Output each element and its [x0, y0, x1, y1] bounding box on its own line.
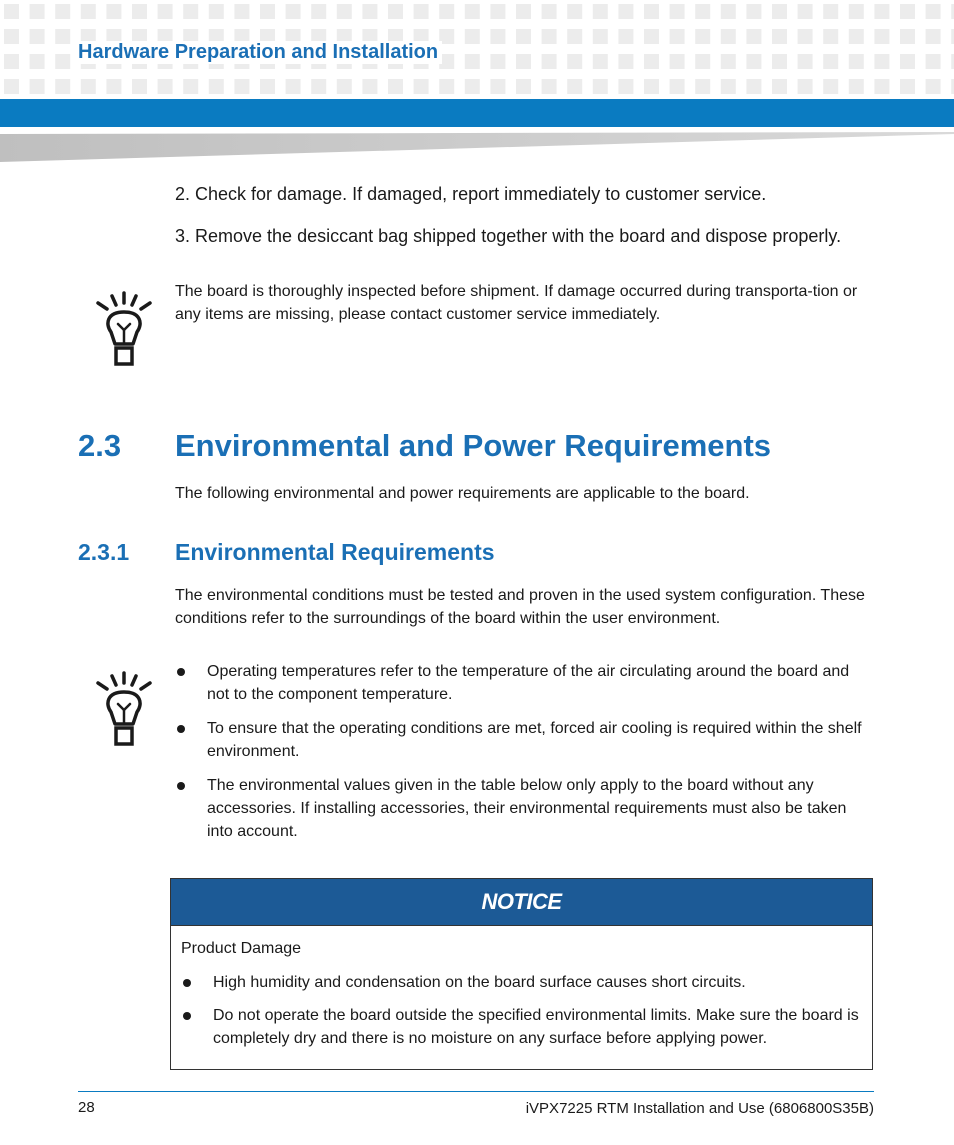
environment-notes-list: [175, 660, 865, 854]
section-title: Environmental and Power Requirements: [175, 428, 772, 463]
bullet-icon: [183, 1012, 191, 1020]
list-item: [175, 660, 865, 706]
subsection-heading: [78, 539, 495, 566]
lightbulb-icon: [94, 290, 154, 370]
header-gray-wedge: [0, 128, 954, 164]
footer-divider: [78, 1091, 874, 1092]
bullet-icon: [177, 668, 185, 676]
list-item-text: The environmental values given in the table below only apply to the board without any accessories. If installing accessories, their environmental requirements must also be taken into account.: [207, 777, 847, 840]
note-inspection-text: The board is thoroughly inspected before shipment. If damage occurred during transporta-tion or any items are missing, please contact customer service immediately.: [175, 283, 858, 323]
step-3: 3. Remove the desiccant bag shipped together with the board and dispose properly.: [175, 226, 842, 246]
list-item-text: To ensure that the operating conditions are met, forced air cooling is required within the shelf environment.: [207, 720, 862, 760]
page-number: 28: [78, 1099, 95, 1116]
list-item-text: Do not operate the board outside the specified environmental limits. Make sure the board is completely dry and there is no moisture on any surface before applying power.: [213, 1007, 859, 1047]
list-item: [175, 774, 865, 843]
step-2: 2. Check for damage. If damaged, report immediately to customer service.: [175, 184, 767, 204]
header-section-title: Hardware Preparation and Installation: [78, 41, 442, 64]
section-heading: [78, 428, 771, 464]
notice-box: [170, 878, 873, 1070]
list-item: [181, 971, 871, 994]
notice-body: [181, 937, 871, 1060]
notice-label: NOTICE: [481, 889, 562, 914]
list-item-text: High humidity and condensation on the board surface causes short circuits.: [213, 974, 746, 991]
document-title: iVPX7225 RTM Installation and Use (6806800S35B): [525, 1100, 874, 1117]
section-intro: The following environmental and power requirements are applicable to the board.: [175, 485, 750, 502]
notice-subtitle: Product Damage: [181, 940, 302, 957]
bullet-icon: [177, 782, 185, 790]
bullet-icon: [183, 979, 191, 987]
list-item: [181, 1004, 871, 1050]
section-number: 2.3: [78, 428, 122, 463]
notice-list: [181, 971, 871, 1050]
notice-header: [171, 879, 872, 926]
list-item: [175, 717, 865, 763]
subsection-number: 2.3.1: [78, 539, 130, 565]
subsection-text: The environmental conditions must be tested and proven in the used system configuration. These conditions refer to the surroundings of the board within the user environment.: [175, 587, 865, 627]
header-blue-bar: [0, 99, 954, 127]
lightbulb-icon: [94, 670, 154, 750]
bullet-icon: [177, 725, 185, 733]
list-item-text: Operating temperatures refer to the temperature of the air circulating around the board and not to the component temperature.: [207, 663, 850, 703]
subsection-title: Environmental Requirements: [175, 539, 495, 565]
